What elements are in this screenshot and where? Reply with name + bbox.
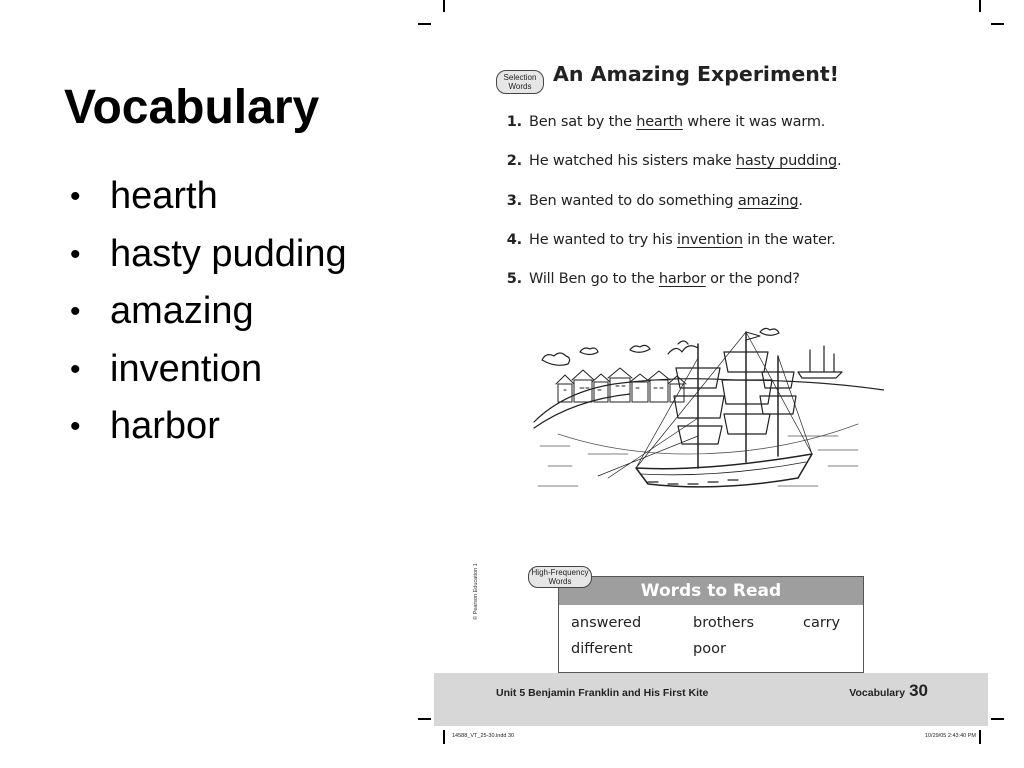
badge-line: Words [548,577,572,586]
worksheet-footer [434,673,988,726]
crop-mark [418,718,431,720]
sentence-number: 3. [506,192,522,209]
vocab-word: invention [110,347,263,390]
high-frequency-badge [528,566,592,588]
words-to-read-box [558,576,864,673]
vocabulary-list [70,168,347,456]
bullet-icon: • [70,295,81,328]
bullet-icon: • [70,410,81,443]
vocab-word: hearth [110,175,218,217]
word-to-read: answered [571,615,642,631]
crop-mark [979,0,981,12]
selection-words-badge [496,70,544,94]
bullet-icon: • [70,352,81,386]
crop-mark [418,23,431,25]
sentence-row [496,114,841,153]
sentence-text: Ben wanted to do something [529,192,738,209]
sentence-text: or the pond? [705,271,800,288]
unit-title: Unit 5 Benjamin Franklin and His First Kite [496,687,709,699]
crop-mark [991,718,1004,720]
crop-mark [979,730,981,744]
vocab-item [70,283,347,341]
harbor-ship-illustration [528,326,884,512]
sentence-text: Will Ben go to the [529,271,659,288]
word-to-read: brothers [693,615,755,631]
word-to-read: different [571,641,633,657]
slide-title: Vocabulary [64,81,320,134]
sentence-text: . [836,153,842,170]
sentence-number: 4. [506,231,522,248]
bullet-icon: • [70,180,81,213]
badge-line: High-Frequency [531,568,589,577]
section-label: Vocabulary [849,687,906,699]
crop-mark [443,730,445,744]
vocab-word: harbor [110,405,220,447]
sentence-row [496,271,841,310]
sentence-text: He watched his sisters make [529,153,736,170]
vocab-word-underlined: invention [676,231,743,248]
vocab-word-underlined: hasty pudding [735,153,837,170]
word-to-read: poor [693,641,726,657]
page-label [849,681,928,701]
date-slug: 10/29/05 2:43:40 PM [924,733,976,739]
sentence-text: . [798,192,803,209]
sentence-text: Ben sat by the [529,114,637,130]
sentence-text: He wanted to try his [529,231,677,248]
vocab-item [70,226,347,284]
page-number: 30 [909,681,928,700]
vocab-item [70,398,347,456]
worksheet-title: An Amazing Experiment! [553,62,839,86]
word-to-read: carry [803,615,841,631]
crop-mark [991,23,1004,25]
vocab-word-underlined: hearth [636,114,683,130]
sentence-number: 1. [506,114,522,130]
badge-line: Selection [503,73,537,82]
vocab-item [70,168,347,226]
vocab-word-underlined: harbor [658,271,706,288]
sentence-text: where it was warm. [682,114,826,130]
sentence-row [496,232,841,271]
vocab-word: amazing [110,290,254,332]
sentence-row [496,193,841,232]
vocab-item [70,341,347,399]
crop-mark [443,0,445,12]
sentence-number: 2. [506,153,522,170]
file-slug: 14588_VT_25-30.indd 30 [452,733,515,739]
vocab-word-underlined: amazing [737,192,799,209]
badge-line: Words [508,82,532,91]
words-to-read-title: Words to Read [559,577,863,605]
sentence-row [496,153,841,192]
sentence-text: in the water. [742,231,836,248]
bullet-icon: • [70,237,81,271]
sentence-number: 5. [506,271,522,288]
vocab-word: hasty pudding [110,232,347,275]
copyright-text: © Pearson Education 1 [473,563,479,620]
sentence-list [496,114,841,310]
